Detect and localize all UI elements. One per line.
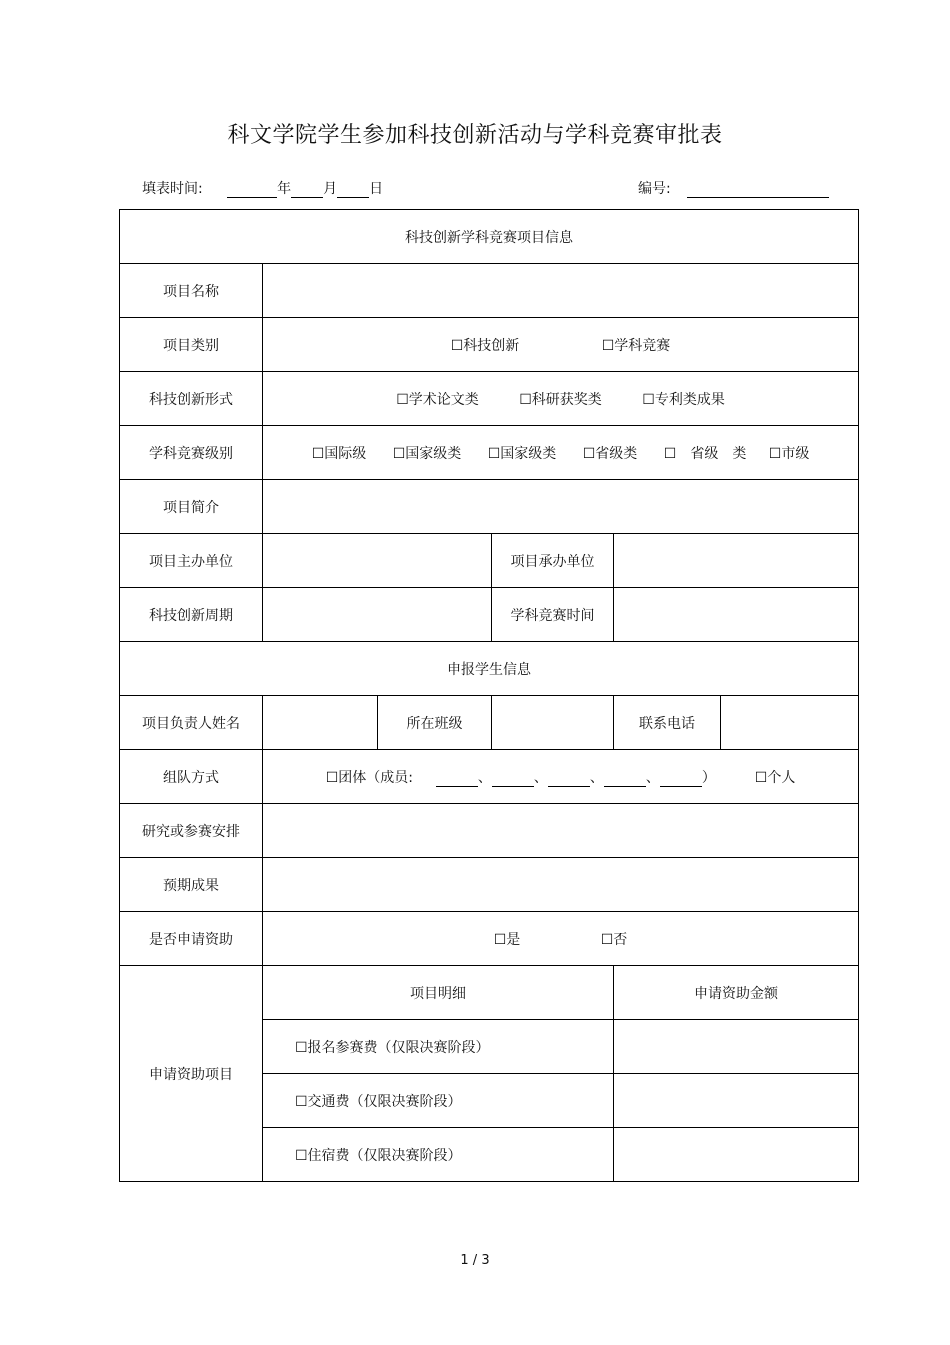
form-number [638,178,829,198]
member-blank-3[interactable] [548,772,590,787]
class-label: 所在班级 [378,696,492,750]
option-paper[interactable]: ☐学术论文类 [396,391,479,408]
innovation-form-options [263,372,859,426]
separator: 、 [589,769,604,786]
option-provincial-2[interactable]: ☐ 省级 类 [663,445,747,462]
amount-field-lodging[interactable] [614,1128,859,1182]
option-yes[interactable]: ☐是 [493,931,521,948]
year-blank[interactable] [227,181,277,198]
separator: 、 [645,769,660,786]
competition-level-row [120,426,859,480]
organizer-unit-field[interactable] [614,534,859,588]
page-number: 1 / 3 [460,1253,490,1268]
section-student-info: 申报学生信息 [120,642,859,696]
approval-form-table [119,209,859,1182]
fill-date [142,178,383,198]
research-field[interactable] [263,804,859,858]
member-blank-2[interactable] [492,772,534,787]
year-label: 年 [277,181,292,197]
section-row [120,642,859,696]
day-blank[interactable] [337,181,369,198]
number-label: 编号: [638,181,671,197]
option-city[interactable]: ☐市级 [768,445,810,462]
apply-funding-label: 是否申请资助 [120,912,263,966]
team-mode-row [120,750,859,804]
option-national-2[interactable]: ☐国家级类 [487,445,557,462]
amount-field-registration[interactable] [614,1020,859,1074]
competition-time-label: 学科竞赛时间 [492,588,614,642]
funding-items-label: 申请资助项目 [120,966,263,1182]
member-blank-4[interactable] [604,772,646,787]
member-blank-1[interactable] [436,772,478,787]
option-tech-innovation[interactable]: ☐科技创新 [450,337,520,354]
team-mode-label: 组队方式 [120,750,263,804]
host-unit-field[interactable] [263,534,492,588]
innovation-form-row [120,372,859,426]
fill-date-label: 填表时间: [142,181,203,197]
expected-result-row [120,858,859,912]
expected-result-field[interactable] [263,858,859,912]
month-blank[interactable] [291,181,323,198]
organizer-unit-label: 项目承办单位 [492,534,614,588]
innovation-form-label: 科技创新形式 [120,372,263,426]
project-name-row [120,264,859,318]
number-blank[interactable] [687,181,829,198]
innovation-period-label: 科技创新周期 [120,588,263,642]
option-patent[interactable]: ☐专利类成果 [642,391,725,408]
leader-name-label: 项目负责人姓名 [120,696,263,750]
innovation-period-field[interactable] [263,588,492,642]
student-info-row [120,696,859,750]
project-type-label: 项目类别 [120,318,263,372]
option-provincial-1[interactable]: ☐省级类 [582,445,638,462]
section-project-info: 科技创新学科竞赛项目信息 [120,210,859,264]
unit-row [120,534,859,588]
member-blank-5[interactable] [660,772,702,787]
phone-field[interactable] [721,696,859,750]
phone-label: 联系电话 [614,696,721,750]
section-row [120,210,859,264]
amount-header: 申请资助金额 [614,966,859,1020]
project-name-label: 项目名称 [120,264,263,318]
option-team[interactable]: ☐团体（成员: [325,769,413,786]
competition-time-field[interactable] [614,588,859,642]
option-competition[interactable]: ☐学科竞赛 [601,337,671,354]
period-row [120,588,859,642]
option-no[interactable]: ☐否 [600,931,628,948]
research-label: 研究或参赛安排 [120,804,263,858]
close-paren: ） [701,769,716,786]
separator: 、 [477,769,492,786]
page-title: 科文学院学生参加科技创新活动与学科竞赛审批表 [227,123,723,148]
team-mode-options [263,750,859,804]
project-intro-row [120,480,859,534]
option-national-1[interactable]: ☐国家级类 [392,445,462,462]
class-field[interactable] [492,696,614,750]
funding-item-lodging[interactable]: ☐住宿费（仅限决赛阶段） [263,1128,614,1182]
option-award[interactable]: ☐科研获奖类 [519,391,602,408]
competition-level-label: 学科竞赛级别 [120,426,263,480]
project-type-options [263,318,859,372]
amount-field-transport[interactable] [614,1074,859,1128]
day-label: 日 [369,181,384,197]
funding-item-registration[interactable]: ☐报名参赛费（仅限决赛阶段） [263,1020,614,1074]
funding-item-transport[interactable]: ☐交通费（仅限决赛阶段） [263,1074,614,1128]
project-intro-label: 项目简介 [120,480,263,534]
competition-level-options [263,426,859,480]
month-label: 月 [323,181,338,197]
apply-funding-options [263,912,859,966]
funding-header-row [120,966,859,1020]
host-unit-label: 项目主办单位 [120,534,263,588]
item-detail-header: 项目明细 [263,966,614,1020]
research-row [120,804,859,858]
leader-name-field[interactable] [263,696,378,750]
expected-result-label: 预期成果 [120,858,263,912]
apply-funding-row [120,912,859,966]
project-name-field[interactable] [263,264,859,318]
project-type-row [120,318,859,372]
separator: 、 [533,769,548,786]
option-individual[interactable]: ☐个人 [754,769,796,786]
project-intro-field[interactable] [263,480,859,534]
option-international[interactable]: ☐国际级 [311,445,367,462]
